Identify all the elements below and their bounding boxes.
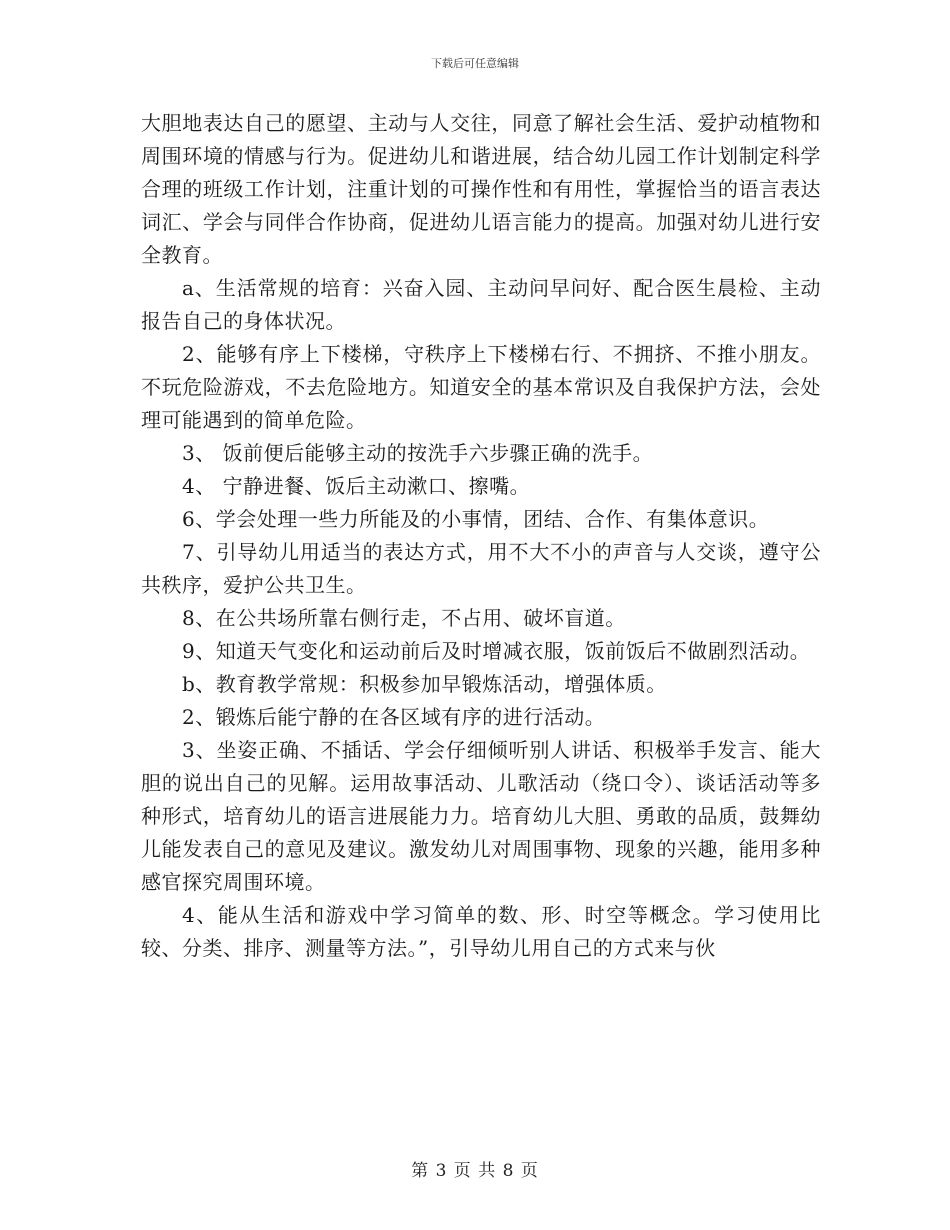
paragraph: b、教育教学常规：积极参加早锻炼活动，增强体质。 — [182, 672, 667, 696]
paragraph: 9、知道天气变化和运动前后及时增减衣服，饭前饭后不做剧烈活动。 — [182, 639, 811, 663]
paragraph: 2、锻炼后能宁静的在各区域有序的进行活动。 — [182, 705, 606, 729]
paragraph: a、生活常规的培育：兴奋入园、主动问早问好、配合医生晨检、主动报告自己的身体状况。 — [141, 276, 821, 333]
paragraph: 2、能够有序上下楼梯，守秩序上下楼梯右行、不拥挤、不推小朋友。不玩危险游戏，不去危险地方。知道安全的基本常识及自我保护方法，会处理可能遇到的简单危险。 — [141, 342, 821, 432]
document-body — [141, 107, 821, 965]
paragraph: 6、学会处理一些力所能及的小事情，团结、合作、有集体意识。 — [182, 507, 770, 531]
paragraph: 大胆地表达自己的愿望、主动与人交往，同意了解社会生活、爱护动植物和周围环境的情感与行为。促进幼儿和谐进展，结合幼儿园工作计划制定科学合理的班级工作计划，注重计划的可操作性和有用性，掌握恰当的语言表达词汇、学会与同伴合作协商，促进幼儿语言能力的提高。加强对幼儿进行安全教育。 — [141, 111, 821, 267]
paragraph: 4、能从生活和游戏中学习简单的数、形、时空等概念。学习使用比较、分类、排序、测量等方法。”，引导幼儿用自己的方式来与伙 — [141, 903, 821, 960]
paragraph: 3、 饭前便后能够主动的按洗手六步骤正确的洗手。 — [182, 441, 654, 465]
paragraph: 8、在公共场所靠右侧行走，不占用、破坏盲道。 — [182, 606, 626, 630]
paragraph: 7、引导幼儿用适当的表达方式，用不大不小的声音与人交谈，遵守公共秩序，爱护公共卫生。 — [141, 540, 821, 597]
paragraph: 3、坐姿正确、不插话、学会仔细倾听别人讲话、积极举手发言、能大胆的说出自己的见解。运用故事活动、儿歌活动（绕口令）、谈话活动等多种形式，培育幼儿的语言进展能力力。培育幼儿大胆、勇敢的品质，鼓舞幼儿能发表自己的意见及建议。激发幼儿对周围事物、现象的兴趣，能用多种感官探究周围环境。 — [141, 738, 821, 894]
page-header: 下载后可任意编辑 — [431, 57, 519, 70]
paragraph: 4、 宁静进餐、饭后主动漱口、擦嘴。 — [182, 474, 531, 498]
page-number-footer: 第 3 页 共 8 页 — [411, 1161, 539, 1181]
